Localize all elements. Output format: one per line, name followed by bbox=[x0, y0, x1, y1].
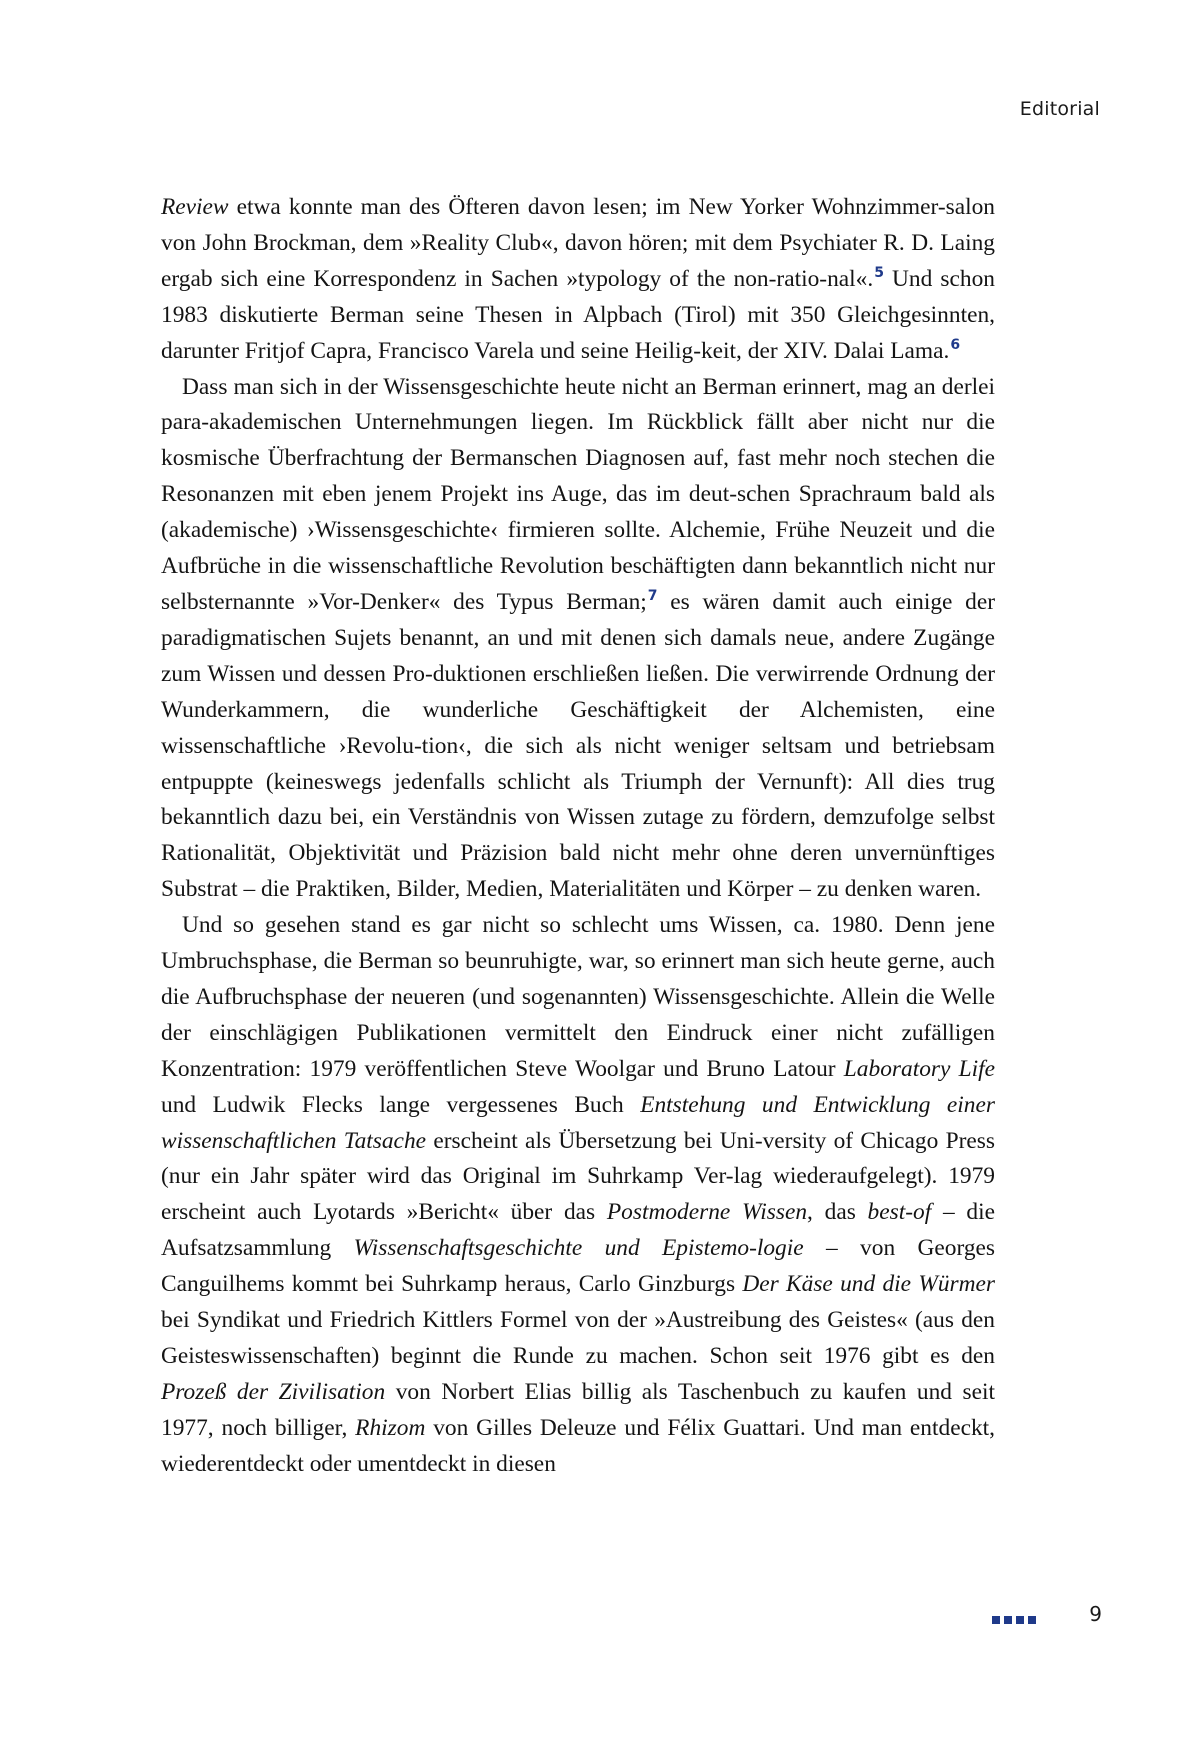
italic-title: Der Käse und die Würmer bbox=[742, 1271, 995, 1298]
text-run: etwa konnte man des Öfteren davon lesen; im New Yorker Wohnzimmer-salon von John Brockman, dem »Reality Club«, davon hören; mit dem Psychiater R. D. Laing ergab sich eine Korrespondenz in Sachen »typology of the non-ratio-nal«. bbox=[161, 194, 995, 292]
footnote-ref[interactable]: 7 bbox=[647, 587, 658, 604]
italic-title: Rhizom bbox=[355, 1414, 426, 1441]
italic-title: best-of bbox=[867, 1199, 932, 1226]
paragraph bbox=[161, 190, 995, 370]
footnote-ref[interactable]: 5 bbox=[874, 264, 884, 281]
text-run: von Gilles Deleuze und Félix Guattari. Und man entdeckt, wiederentdeckt oder umentdeckt in diesen bbox=[161, 1414, 995, 1477]
text-run: es wären damit auch einige der paradigmatischen Sujets benannt, an und mit denen sich damals neue, andere Zugänge zum Wissen und dessen Pro-duktionen erschließen ließen. Die verwirrende Ordnung der Wunderkammern, die wunderliche Geschäftigkeit der Alchemisten, eine wissenschaftliche ›Revolu-tion‹, die sich als nicht weniger seltsam und betriebsam entpuppte (keineswegs jedenfalls schlicht als Triumph der Vernunft): All dies trug bekanntlich dazu bei, ein Verständnis von Wissen zutage zu fördern, demzufolge selbst Rationalität, Objektivität und Präzision bald nicht mehr ohne deren unvernünftiges Substrat – die Praktiken, Bilder, Medien, Materialitäten und Körper – zu denken waren. bbox=[161, 588, 995, 903]
running-head: Editorial bbox=[1019, 98, 1100, 120]
footnote-ref[interactable]: 6 bbox=[950, 336, 961, 353]
italic-title: Entstehung und Entwicklung einer wissenschaftlichen Tatsache bbox=[161, 1091, 995, 1154]
ornament-square bbox=[1004, 1616, 1012, 1624]
ornament-square bbox=[1016, 1616, 1024, 1624]
text-run: , das bbox=[807, 1199, 868, 1226]
body-text bbox=[161, 190, 995, 1483]
ornament-square bbox=[992, 1616, 1000, 1624]
text-run: – von Georges Canguilhems kommt bei Suhrkamp heraus, Carlo Ginzburgs bbox=[161, 1235, 996, 1298]
italic-title: Prozeß der Zivilisation bbox=[161, 1378, 386, 1405]
ornament-square bbox=[1028, 1616, 1036, 1624]
italic-title: Wissenschaftsgeschichte und Epistemo-logie bbox=[353, 1235, 804, 1262]
paragraph bbox=[161, 908, 995, 1483]
italic-title: Laboratory Life bbox=[843, 1055, 995, 1082]
text-run: – die Aufsatzsammlung bbox=[161, 1199, 995, 1262]
text-run: Dass man sich in der Wissensgeschichte heute nicht an Berman erinnert, mag an derlei para-akademischen Unternehmungen liegen. Im Rückblick fällt aber nicht nur die kosmische Überfrachtung der Bermanschen Diagnosen auf, fast mehr noch stechen die Resonanzen mit eben jenem Projekt ins Auge, das im deut-schen Sprachraum bald als (akademische) ›Wissensgeschichte‹ firmieren sollte. Alchemie, Frühe Neuzeit und die Aufbrüche in die wissenschaftliche Revolution beschäftigten dann bekanntlich nicht nur selbsternannte »Vor-Denker« des Typus Berman; bbox=[161, 373, 995, 615]
text-run: und Ludwik Flecks lange vergessenes Buch bbox=[161, 1091, 641, 1118]
italic-title: Review bbox=[161, 194, 229, 220]
text-run: Und so gesehen stand es gar nicht so schlecht ums Wissen, ca. 1980. Denn jene Umbruchsphase, die Berman so beunruhigte, war, so erinnert man sich heute gerne, auch die Aufbruchsphase der neueren (und sogenannten) Wissensgeschichte. Allein die Welle der einschlägigen Publikationen vermittelt den Eindruck einer nicht zufälligen Konzentration: 1979 veröffentlichen Steve Woolgar und Bruno Latour bbox=[161, 912, 995, 1082]
text-run: Und schon 1983 diskutierte Berman seine Thesen in Alpbach (Tirol) mit 350 Gleichgesinnten, darunter Fritjof Capra, Francisco Varela und seine Heilig-keit, der XIV. Dalai Lama. bbox=[161, 265, 995, 364]
text-run: von Norbert Elias billig als Taschenbuch zu kaufen und seit 1977, noch billiger, bbox=[161, 1378, 995, 1441]
paragraph bbox=[161, 370, 995, 909]
italic-title: Postmoderne Wissen bbox=[606, 1199, 808, 1226]
text-run: erscheint als Übersetzung bei Uni-versity of Chicago Press (nur ein Jahr später wird das Original im Suhrkamp Ver-lag wiederaufgelegt). 1979 erscheint auch Lyotards »Bericht« über das bbox=[161, 1127, 995, 1226]
page-number: 9 bbox=[1089, 1602, 1102, 1626]
footer-ornament bbox=[992, 1616, 1036, 1624]
text-run: bei Syndikat und Friedrich Kittlers Formel von der »Austreibung des Geistes« (aus den Geisteswissenschaften) beginnt die Runde zu machen. Schon seit 1976 gibt es den bbox=[161, 1307, 995, 1369]
